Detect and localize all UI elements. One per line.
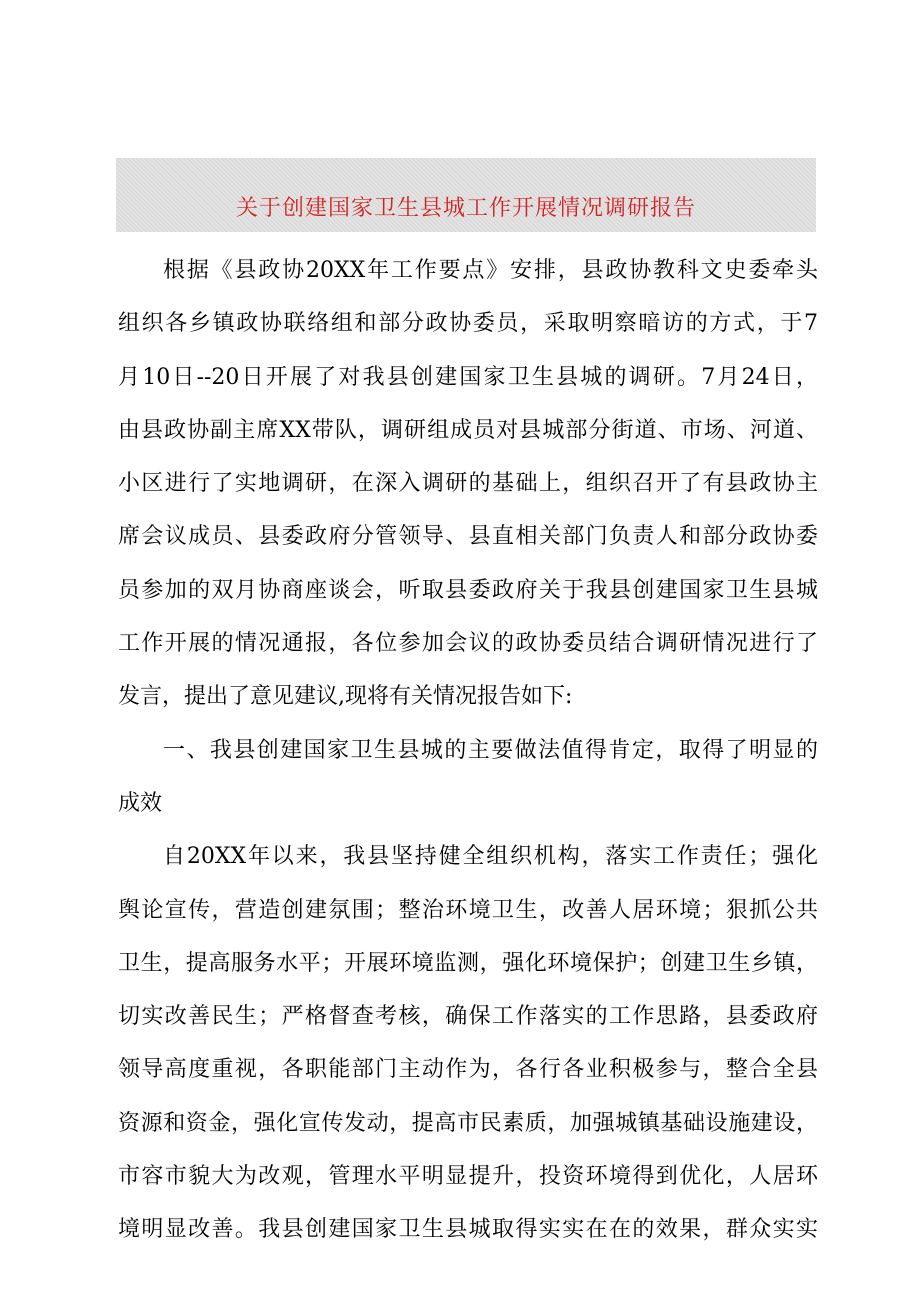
paragraph-line: 一、我县创建国家卫生县城的主要做法值得肯定，取得了明显的: [163, 737, 818, 763]
paragraph-line: 切实改善民生；严格督查考核，确保工作落实的工作思路，县委政府: [118, 1004, 818, 1030]
paragraph-line: 卫生，提高服务水平；开展环境监测，强化环境保护；创建卫生乡镇，: [118, 950, 818, 976]
paragraph-line: 由县政协副主席XX带队，调研组成员对县城部分街道、市场、河道、: [118, 417, 818, 443]
document-body: [118, 244, 818, 1257]
paragraph-line: 工作开展的情况通报，各位参加会议的政协委员结合调研情况进行了: [118, 631, 818, 657]
document-title: 关于创建国家卫生县城工作开展情况调研报告: [235, 195, 696, 221]
paragraph-line: 小区进行了实地调研，在深入调研的基础上，组织召开了有县政协主: [118, 471, 818, 497]
paragraph-line: 领导高度重视，各职能部门主动作为，各行各业积极参与，整合全县: [118, 1057, 818, 1083]
paragraph-line: 员参加的双月协商座谈会，听取县委政府关于我县创建国家卫生县城: [118, 577, 818, 603]
title-banner: [116, 158, 816, 232]
paragraph-line: 席会议成员、县委政府分管领导、县直相关部门负责人和部分政协委: [118, 524, 818, 550]
paragraph-line: 市容市貌大为改观，管理水平明显提升，投资环境得到优化，人居环: [118, 1164, 818, 1190]
paragraph-line: 根据《县政协20XX年工作要点》安排，县政协教科文史委牵头: [163, 258, 818, 283]
paragraph-line: 发言，提出了意见建议,现将有关情况报告如下:: [118, 684, 573, 710]
paragraph-line: 自20XX年以来，我县坚持健全组织机构，落实工作责任；强化: [163, 844, 818, 870]
paragraph-line: 舆论宣传，营造创建氛围；整治环境卫生，改善人居环境；狠抓公共: [118, 897, 818, 923]
paragraph-line: 境明显改善。我县创建国家卫生县城取得实实在在的效果，群众实实: [118, 1217, 818, 1243]
paragraph-line: 月10日--20日开展了对我县创建国家卫生县城的调研。7月24日，: [118, 364, 818, 390]
paragraph-line: 组织各乡镇政协联络组和部分政协委员，采取明察暗访的方式，于7: [118, 311, 818, 337]
paragraph-line: 成效: [118, 790, 163, 816]
paragraph-line: 资源和资金，强化宣传发动，提高市民素质，加强城镇基础设施建设，: [118, 1110, 818, 1136]
